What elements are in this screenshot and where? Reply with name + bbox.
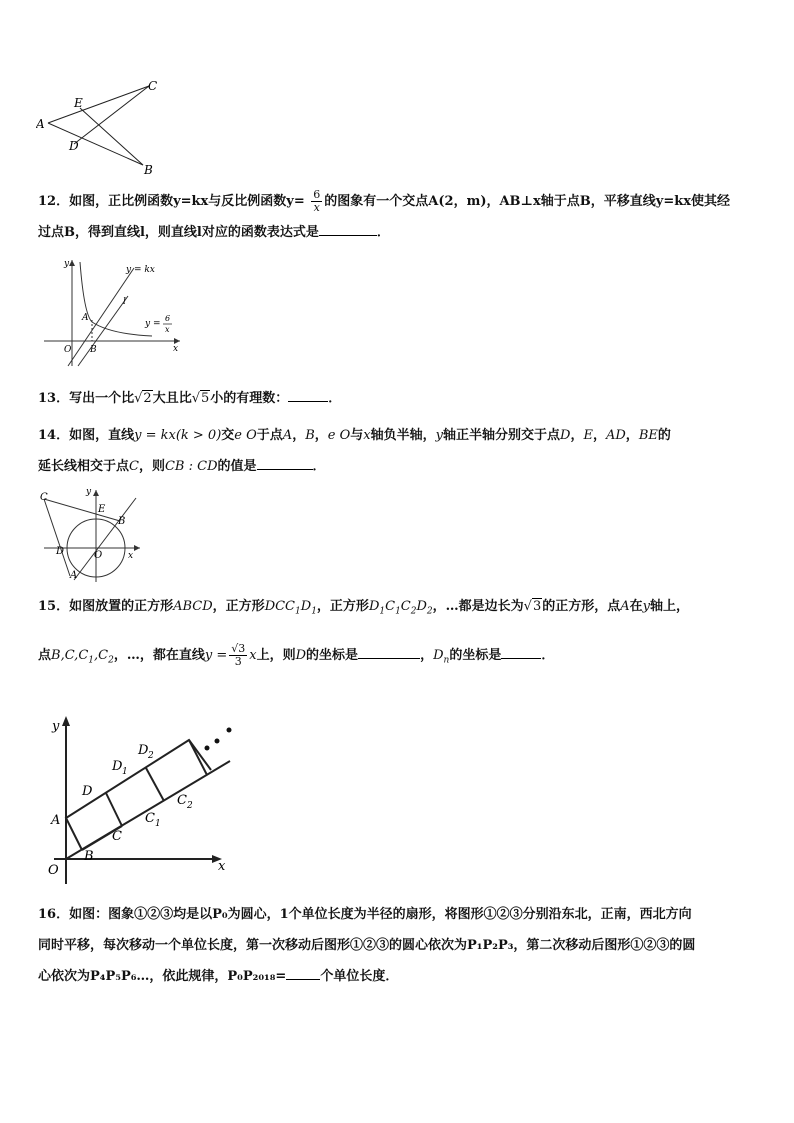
label-A: A xyxy=(36,117,45,131)
label-C: C xyxy=(148,79,158,93)
math-expr: D xyxy=(560,428,571,443)
problem-number: 12． xyxy=(38,194,70,209)
answer-blank[interactable] xyxy=(257,455,313,470)
label-O: O xyxy=(48,863,59,878)
problem-text: ， xyxy=(314,428,328,443)
label-B: B xyxy=(90,345,97,355)
problem-text: 于点 xyxy=(256,428,283,443)
label-D: D xyxy=(82,784,93,799)
label-x: x xyxy=(173,344,179,354)
math-expr: x xyxy=(363,428,371,443)
label-B: B xyxy=(118,516,126,527)
problem-text: 的 xyxy=(657,428,671,443)
math-point: D xyxy=(433,647,444,663)
problem-16-line-3 xyxy=(38,961,764,992)
problem-text: ，正方形 xyxy=(316,599,369,614)
problem-12 xyxy=(38,186,764,248)
problem-14 xyxy=(38,420,764,482)
problem-text: ． xyxy=(376,225,390,240)
math-expr: y = xyxy=(204,647,228,663)
problem-text: 与 xyxy=(350,428,364,443)
problem-text: 轴正半轴分别交于点 xyxy=(443,428,561,443)
label-B: B xyxy=(144,163,153,177)
math-expr: E xyxy=(583,428,593,443)
problem-text: 轴上， xyxy=(650,599,690,614)
problem-12-line-1 xyxy=(38,186,764,217)
label-E: E xyxy=(74,96,83,110)
label-E: E xyxy=(98,504,106,515)
problem-text: 如图：图象①②③均是以P₀为圆心，1个单位长度为半径的扇形，将图形①②③分别沿东北，正南，西北方向 xyxy=(69,907,692,922)
label-O: O xyxy=(94,550,103,561)
math-expr: e O xyxy=(327,428,351,443)
label-B: B xyxy=(84,849,94,864)
label-C1-sub: 1 xyxy=(155,819,161,829)
radicand: 3 xyxy=(238,641,246,655)
math-expr: e O xyxy=(234,428,257,443)
label-x: x xyxy=(218,859,226,874)
problem-text: ， xyxy=(420,647,434,663)
answer-blank[interactable] xyxy=(319,221,377,236)
problem-text: 如图，直线 xyxy=(69,428,135,443)
label-D2: D xyxy=(138,743,149,758)
math-expr xyxy=(433,647,450,666)
answer-blank[interactable] xyxy=(288,387,328,402)
math-expr: A xyxy=(620,599,630,614)
label-C2-sub: 2 xyxy=(187,801,193,811)
sqrt-2: √2 xyxy=(134,391,152,406)
label-x-den: x xyxy=(165,325,170,334)
label-6: 6 xyxy=(165,314,171,323)
label-D1-sub: 1 xyxy=(122,767,128,777)
problem-text: 小的有理数： xyxy=(210,391,289,406)
math-expr: $DCC_1D_1$ xyxy=(264,599,317,617)
label-C1: C xyxy=(145,811,155,826)
problem-text: 的正方形，点 xyxy=(542,599,621,614)
label-l: l xyxy=(123,297,126,307)
label-y: y xyxy=(64,259,70,269)
problem-13 xyxy=(38,383,764,414)
problem-number: 16． xyxy=(38,907,70,922)
label-y-eq: y = xyxy=(145,319,161,329)
problem-text: ，…都是边长为 xyxy=(432,599,524,614)
sqrt-3: √3 xyxy=(523,599,542,614)
answer-blank[interactable] xyxy=(358,644,420,659)
problem-text: ， xyxy=(592,428,606,443)
label-A: A xyxy=(82,313,89,323)
label-A: A xyxy=(51,813,61,828)
problem-text: 大且比 xyxy=(152,391,192,406)
label-D: D xyxy=(69,139,79,153)
math-expr: y xyxy=(435,428,443,443)
math-expr: $D_1C_1C_2D_2$ xyxy=(368,599,433,617)
problem-text: ， xyxy=(292,428,306,443)
radicand: 5 xyxy=(201,391,210,406)
problem-15-line-2 xyxy=(38,639,764,678)
math-expr: AD xyxy=(605,428,626,443)
problem-text: ，则 xyxy=(138,459,165,474)
math-points: B,C, xyxy=(51,647,79,663)
problem-text: 的坐标是 xyxy=(306,647,359,663)
fraction-denominator: x xyxy=(313,201,320,214)
problem-text: 如图，正比例函数y=kx与反比例函数y= xyxy=(69,194,310,209)
problem-text: 的坐标是 xyxy=(449,647,502,663)
sqrt-5: √5 xyxy=(191,391,210,406)
label-C: C xyxy=(112,829,122,844)
problem-text: 上，则 xyxy=(256,647,296,663)
fraction-numerator: √3 xyxy=(231,641,246,655)
problem-16 xyxy=(38,899,764,992)
problem-text: 延长线相交于点 xyxy=(38,459,130,474)
problem-number: 14． xyxy=(38,428,70,443)
math-subscript: n xyxy=(443,655,450,666)
problem-text: 的值是 xyxy=(217,459,257,474)
problem-text: 如图放置的正方形 xyxy=(69,599,174,614)
math-expr: y = kx(k > 0) xyxy=(134,428,222,443)
math-expr: y xyxy=(642,599,651,614)
problem-text: ， xyxy=(625,428,639,443)
math-expr: CB : CD xyxy=(164,459,218,474)
label-y: y xyxy=(86,487,92,497)
problem-text: ，正方形 xyxy=(212,599,265,614)
problem-16-line-2 xyxy=(38,930,764,961)
problem-16-line-1 xyxy=(38,899,764,930)
math-expr: ABCD xyxy=(173,599,213,614)
fraction xyxy=(229,643,247,668)
label-y: y xyxy=(52,719,60,734)
problem-text: 个单位长度． xyxy=(320,969,399,984)
math-expr: B xyxy=(305,428,315,443)
problem-text: ． xyxy=(541,647,555,663)
problem-text: 轴负半轴， xyxy=(370,428,436,443)
problem-text: 交 xyxy=(221,428,235,443)
label-C2: C xyxy=(177,793,187,808)
label-x: x xyxy=(128,551,134,561)
figure-functions xyxy=(40,254,185,374)
problem-text: ． xyxy=(312,459,326,474)
problem-text: 过点B，得到直线l，则直线l对应的函数表达式是 xyxy=(38,225,319,240)
label-D1: D xyxy=(112,759,123,774)
answer-blank[interactable] xyxy=(501,644,541,659)
fraction-numerator: 6 xyxy=(313,188,321,201)
problem-13-line-1 xyxy=(38,383,764,414)
problem-number: 13． xyxy=(38,391,70,406)
label-D2-sub: 2 xyxy=(148,751,154,761)
problem-text: ， xyxy=(570,428,584,443)
problem-15-line-1 xyxy=(38,590,764,629)
label-kx: y = kx xyxy=(126,265,155,275)
problem-15 xyxy=(38,590,764,677)
problem-text: 的图象有一个交点A(2，m)，AB⊥x轴于点B，平移直线y=kx使其经 xyxy=(324,194,730,209)
radicand: 3 xyxy=(532,599,542,614)
problem-text: 点 xyxy=(38,647,52,663)
figure-triangles xyxy=(36,78,166,178)
math-expr: A xyxy=(282,428,293,443)
label-D: D xyxy=(56,546,65,557)
problem-12-line-2 xyxy=(38,217,764,248)
problem-text: 心依次为P₄P₅P₆…，依此规律，P₀P₂₀₁₈= xyxy=(38,969,287,984)
problem-text: 同时平移，每次移动一个单位长度，第一次移动后图形①②③的圆心依次为P₁P₂P₃，第二次移动后图形①②③的圆 xyxy=(38,938,696,953)
label-A: A xyxy=(70,570,78,581)
answer-blank[interactable] xyxy=(286,965,320,980)
problem-text: ． xyxy=(328,391,342,406)
problem-text: ，…，都在直线 xyxy=(113,647,205,663)
math-expr: $B,C,C_1,C_2$ xyxy=(51,647,114,666)
fraction xyxy=(311,189,322,214)
radicand: 2 xyxy=(143,391,152,406)
problem-text: 在 xyxy=(629,599,643,614)
math-expr: BE xyxy=(638,428,658,443)
fraction-denominator: 3 xyxy=(234,654,242,668)
label-O: O xyxy=(64,345,72,355)
problem-text: 写出一个比 xyxy=(69,391,135,406)
problem-14-line-2 xyxy=(38,451,764,482)
problem-14-line-1 xyxy=(38,420,764,451)
math-expr: C xyxy=(129,459,139,474)
figure-squares xyxy=(44,712,244,888)
math-expr: D xyxy=(295,647,307,663)
math-expr: x xyxy=(249,647,257,663)
problem-number: 15． xyxy=(38,599,70,614)
label-C: C xyxy=(40,492,48,503)
figure-circle xyxy=(36,484,146,584)
